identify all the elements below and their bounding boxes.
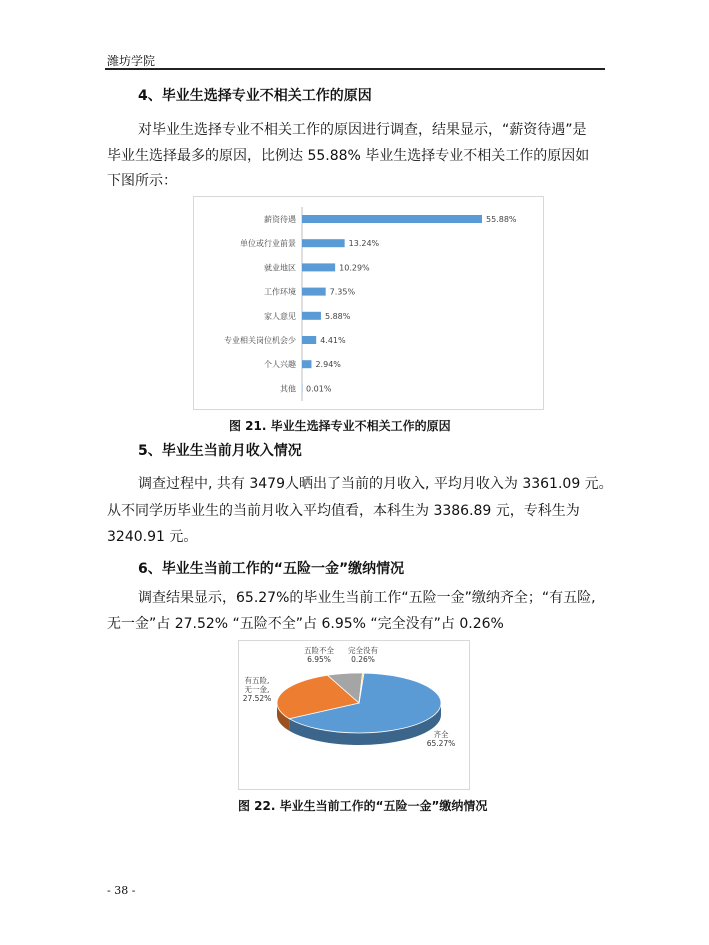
section-5-para-line-3: 3240.91 元。 xyxy=(107,529,198,545)
category-label: 其他 xyxy=(280,384,296,394)
section-6-para-line-1: 调查结果显示，65.27%的毕业生当前工作“五险一金”缴纳齐全；“有五险, xyxy=(138,590,596,606)
pie-chart-box xyxy=(238,640,470,790)
bar xyxy=(302,312,321,320)
section-4-heading: 4、毕业生选择专业不相关工作的原因 xyxy=(138,88,372,104)
pie-name-label: 五险不全 xyxy=(304,646,334,655)
figure-21-caption: 图 21. 毕业生选择专业不相关工作的原因 xyxy=(229,419,451,433)
value-label: 2.94% xyxy=(315,360,341,370)
pie-value-label: 65.27% xyxy=(426,739,456,748)
value-label: 4.41% xyxy=(320,336,346,345)
category-label: 家人意见 xyxy=(264,311,296,321)
section-5-para-line-2: 从不同学历毕业生的当前月收入平均值看，本科生为 3386.89 元，专科生为 xyxy=(107,503,580,519)
category-label: 薪资待遇 xyxy=(264,215,296,224)
value-label: 5.88% xyxy=(324,311,351,321)
bar xyxy=(302,215,482,223)
bar xyxy=(302,239,345,247)
value-label: 13.24% xyxy=(348,239,380,249)
value-label: 7.35% xyxy=(329,287,356,297)
bar xyxy=(302,263,335,271)
pie-name-label: 无一金, xyxy=(244,685,270,694)
category-label: 就业地区 xyxy=(264,263,296,273)
category-label: 工作环境 xyxy=(264,287,296,297)
section-5-heading: 5、毕业生当前月收入情况 xyxy=(138,443,302,459)
page-number: - 38 - xyxy=(107,884,136,897)
bar xyxy=(302,336,316,344)
pie-name-label: 齐全 xyxy=(433,730,449,739)
section-4-para-line-3: 下图所示： xyxy=(107,173,177,189)
category-label: 个人兴趣 xyxy=(264,360,296,370)
value-label: 0.01% xyxy=(306,384,332,394)
bar-chart-box xyxy=(193,196,544,410)
pie-value-label: 6.95% xyxy=(307,655,331,664)
page-header: 潍坊学院 xyxy=(107,54,156,68)
section-4-para-line-2: 毕业生选择最多的原因，比例达 55.88% 毕业生选择专业不相关工作的原因如 xyxy=(107,148,590,164)
bar-chart xyxy=(194,197,543,409)
category-label: 专业相关岗位机会少 xyxy=(224,336,296,345)
pie-value-label: 27.52% xyxy=(242,694,272,703)
header-rule xyxy=(105,68,605,70)
section-6-para-line-2: 无一金”占 27.52% “五险不全”占 6.95% “完全没有”占 0.26% xyxy=(107,616,504,632)
section-6-heading: 6、毕业生当前工作的“五险一金”缴纳情况 xyxy=(138,561,405,577)
section-4-para-line-1: 对毕业生选择专业不相关工作的原因进行调查，结果显示，“薪资待遇”是 xyxy=(138,122,587,138)
value-label: 10.29% xyxy=(339,263,370,273)
bar xyxy=(302,288,326,296)
section-5-para-line-1: 调查过程中, 共有 3479人晒出了当前的月收入, 平均月收入为 3361.09 元。 xyxy=(138,476,613,492)
value-label: 55.88% xyxy=(486,215,517,224)
bar xyxy=(302,360,311,368)
pie-chart xyxy=(239,641,469,789)
figure-22-caption: 图 22. 毕业生当前工作的“五险一金”缴纳情况 xyxy=(238,799,488,813)
category-label: 单位或行业前景 xyxy=(240,239,296,249)
pie-name-label: 有五险, xyxy=(244,676,270,685)
pie-value-label: 0.26% xyxy=(351,655,375,664)
pie-name-label: 完全没有 xyxy=(348,646,378,655)
